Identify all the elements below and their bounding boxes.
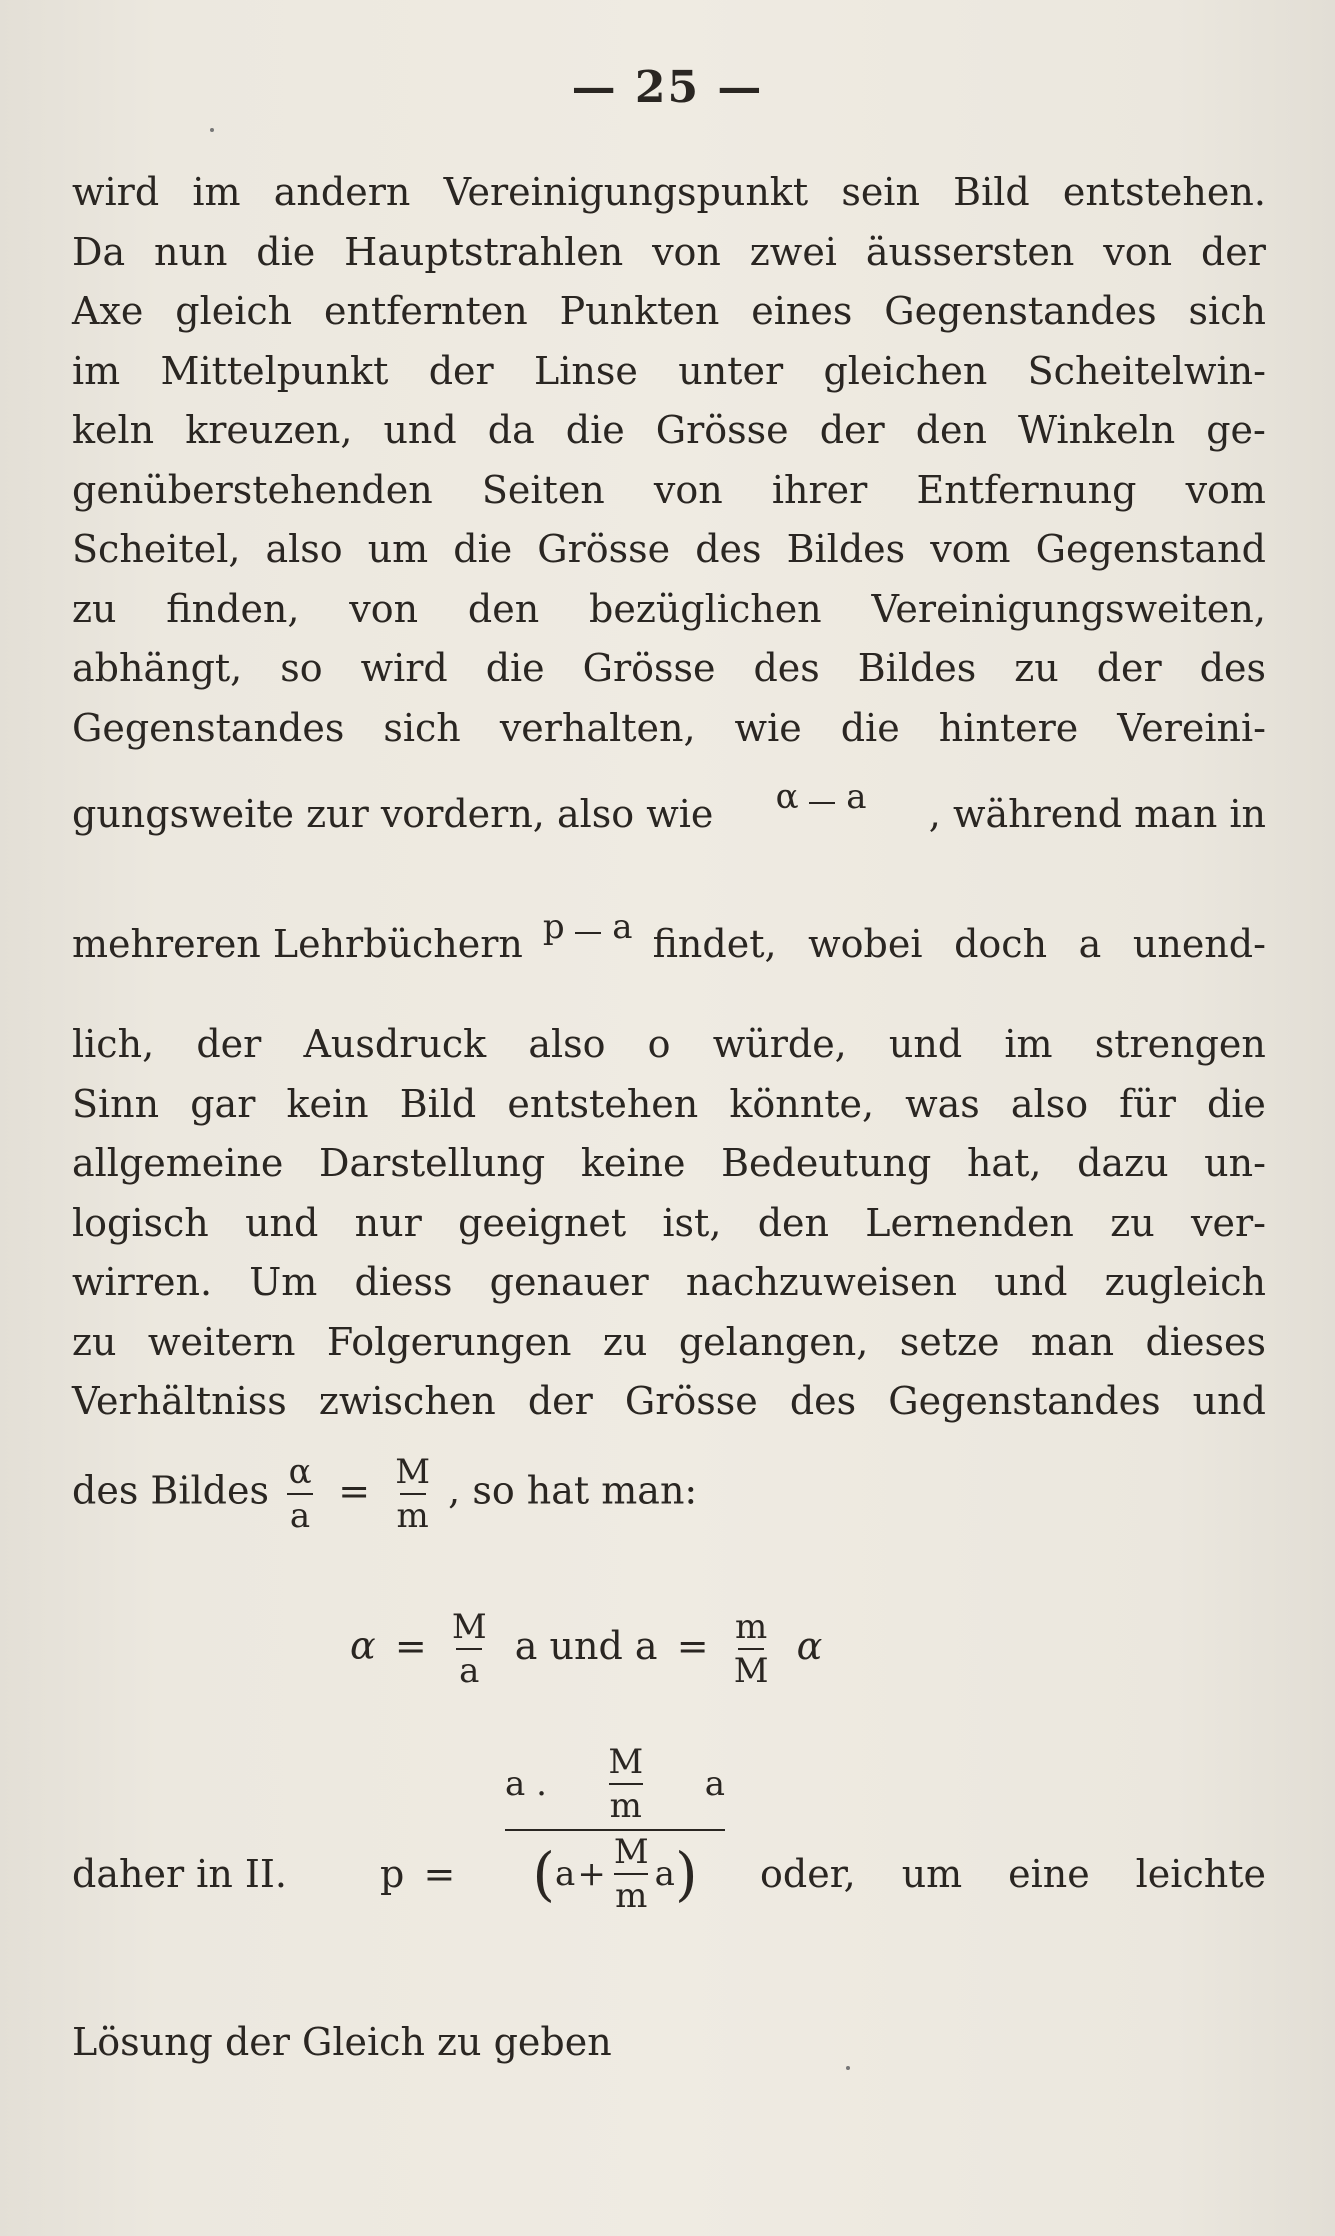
text-line-14: Sinn gar kein Bild entstehen könnte, was also für die (72, 1081, 1266, 1126)
text-line-12 (72, 907, 1266, 968)
text-line-11 (72, 777, 1266, 838)
text-last-line: Lösung der Gleich zu geben (72, 2020, 612, 2064)
fraction-p-a (542, 907, 633, 968)
equation-1: α = $\frac{M}{a}$ a und a = $\frac{m}{M}$ α (350, 1607, 823, 1691)
text-line-13: lich, der Ausdruck also o würde, und im strengen (72, 1022, 1266, 1066)
page-number: — 25 — (571, 62, 764, 113)
fraction-num: α (775, 777, 799, 817)
text-line-9: abhängt, so wird die Grösse des Bildes zu der des (72, 646, 1266, 690)
text-line-1: wird im andern Vereinigungspunkt sein Bild entstehen. (72, 170, 1266, 214)
text-line-5: keln kreuzen, und da die Grösse der den Winkeln ge- (72, 408, 1266, 452)
text-line-10: Gegenstandes sich verhalten, wie die hintere Vereini- (72, 705, 1266, 750)
text-line-15: allgemeine Darstellung keine Bedeutung hat, dazu un- (72, 1141, 1266, 1185)
equals-sign: = (338, 1468, 371, 1513)
big-fraction (505, 1742, 725, 1916)
fraction-alpha-a: $\frac{\alpha}{a}$ (288, 1452, 312, 1536)
equation-2-prefix: daher in II. (72, 1852, 287, 1896)
fraction-den: a (846, 777, 867, 817)
text-line-3: Axe gleich entfernten Punkten eines Gegenstandes sich (72, 289, 1266, 333)
text-line-18: zu weitern Folgerungen zu gelangen, setze man dieses (72, 1319, 1266, 1364)
main-fraction-bar (505, 1829, 725, 1831)
fraction-alpha-a (775, 777, 867, 838)
text-line-8: zu finden, von den bezüglichen Vereinigungsweiten, (72, 586, 1266, 631)
text-line-4: im Mittelpunkt der Linse unter gleichen Scheitelwin- (72, 348, 1266, 393)
fraction-m-M: $\frac{m}{M}$ (733, 1607, 769, 1691)
line12-pre: mehreren Lehrbüchern (72, 922, 523, 966)
line11-pre: gungsweite zur vordern, also wie (72, 792, 714, 836)
text-line-19: Verhältniss zwischen der Grösse des Gegenstandes und (72, 1379, 1266, 1423)
text-line-17: wirren. Um diess genauer nachzuweisen und zugleich (72, 1260, 1266, 1304)
fraction-M-m: $\frac{M}{m}$ (395, 1452, 431, 1536)
text-line-16: logisch und nur geeignet ist, den Lernenden zu ver- (72, 1200, 1266, 1245)
line12-post: findet, wobei doch a unend- (652, 922, 1266, 966)
text-line-20 (72, 1452, 698, 1536)
line20-pre: des Bildes (72, 1468, 269, 1513)
big-numerator: a . $\frac{M}{m}$ a (505, 1742, 725, 1826)
equation-2-lhs: p = (380, 1852, 456, 1896)
line11-post: , während man in (928, 792, 1266, 836)
text-line-2: Da nun die Hauptstrahlen von zwei äussersten von der (72, 229, 1266, 274)
fraction-num: p (542, 907, 565, 947)
equation-2-post: oder, um eine leichte (760, 1852, 1266, 1896)
text-line-7: Scheitel, also um die Grösse des Bildes vom Gegenstand (72, 527, 1266, 571)
line20-post: , so hat man: (448, 1468, 698, 1513)
big-denominator: ( a + $\frac{M}{m}$ a ) (532, 1832, 698, 1916)
text-line-6: genüberstehenden Seiten von ihrer Entfernung vom (72, 467, 1266, 512)
fraction-den: a (612, 907, 633, 947)
fraction-M-a: $\frac{M}{a}$ (451, 1607, 487, 1691)
